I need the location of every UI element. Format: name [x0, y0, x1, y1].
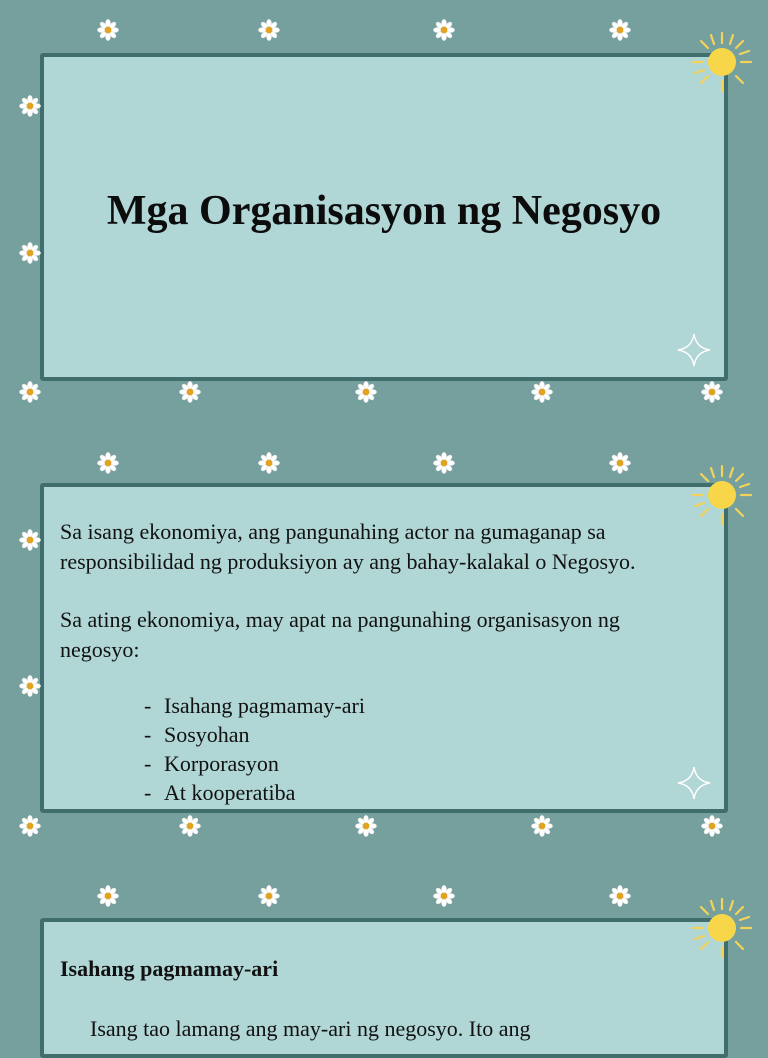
daisy-flower-icon	[701, 381, 723, 403]
daisy-flower-icon	[97, 452, 119, 474]
sparkle-icon	[676, 332, 712, 368]
daisy-flower-icon	[355, 381, 377, 403]
daisy-flower-icon	[258, 452, 280, 474]
detail-card	[40, 918, 728, 1058]
daisy-flower-icon	[179, 381, 201, 403]
daisy-flower-icon	[97, 19, 119, 41]
daisy-flower-icon	[433, 19, 455, 41]
daisy-flower-icon	[433, 452, 455, 474]
daisy-flower-icon	[355, 815, 377, 837]
organisation-list	[144, 691, 365, 807]
list-item: - Sosyohan	[144, 722, 250, 747]
daisy-flower-icon	[531, 815, 553, 837]
daisy-flower-icon	[179, 815, 201, 837]
daisy-flower-icon	[19, 675, 41, 697]
sun-icon	[689, 29, 755, 95]
daisy-flower-icon	[258, 885, 280, 907]
sun-icon	[689, 895, 755, 961]
intro-paragraph: Sa isang ekonomiya, ang pangunahing actor na gumaganap sa responsibilidad ng produksiyon ay ang bahay-kalakal o Negosyo.	[60, 519, 636, 574]
list-item: - Isahang pagmamay-ari	[144, 693, 365, 718]
daisy-flower-icon	[701, 815, 723, 837]
page-title: Mga Organisasyon ng Negosyo	[106, 188, 662, 234]
slide-1	[0, 0, 768, 433]
daisy-flower-icon	[19, 95, 41, 117]
daisy-flower-icon	[19, 381, 41, 403]
section-heading: Isahang pagmamay-ari	[60, 956, 279, 981]
sun-icon	[689, 462, 755, 528]
daisy-flower-icon	[19, 242, 41, 264]
daisy-flower-icon	[433, 885, 455, 907]
organisations-paragraph: Sa ating ekonomiya, may apat na pangunahing organisasyon ng negosyo:	[60, 607, 620, 662]
title-card	[40, 53, 728, 381]
daisy-flower-icon	[609, 885, 631, 907]
daisy-flower-icon	[19, 815, 41, 837]
slide-2	[0, 433, 768, 866]
slide-3	[0, 866, 768, 1041]
list-item: - Korporasyon	[144, 751, 279, 776]
daisy-flower-icon	[97, 885, 119, 907]
daisy-flower-icon	[19, 529, 41, 551]
daisy-flower-icon	[609, 19, 631, 41]
sparkle-icon	[676, 765, 712, 801]
daisy-flower-icon	[258, 19, 280, 41]
list-item: - At kooperatiba	[144, 780, 296, 805]
daisy-flower-icon	[609, 452, 631, 474]
content-card	[40, 483, 728, 813]
daisy-flower-icon	[531, 381, 553, 403]
section-text: Isang tao lamang ang may-ari ng negosyo. Ito ang	[90, 1016, 531, 1041]
